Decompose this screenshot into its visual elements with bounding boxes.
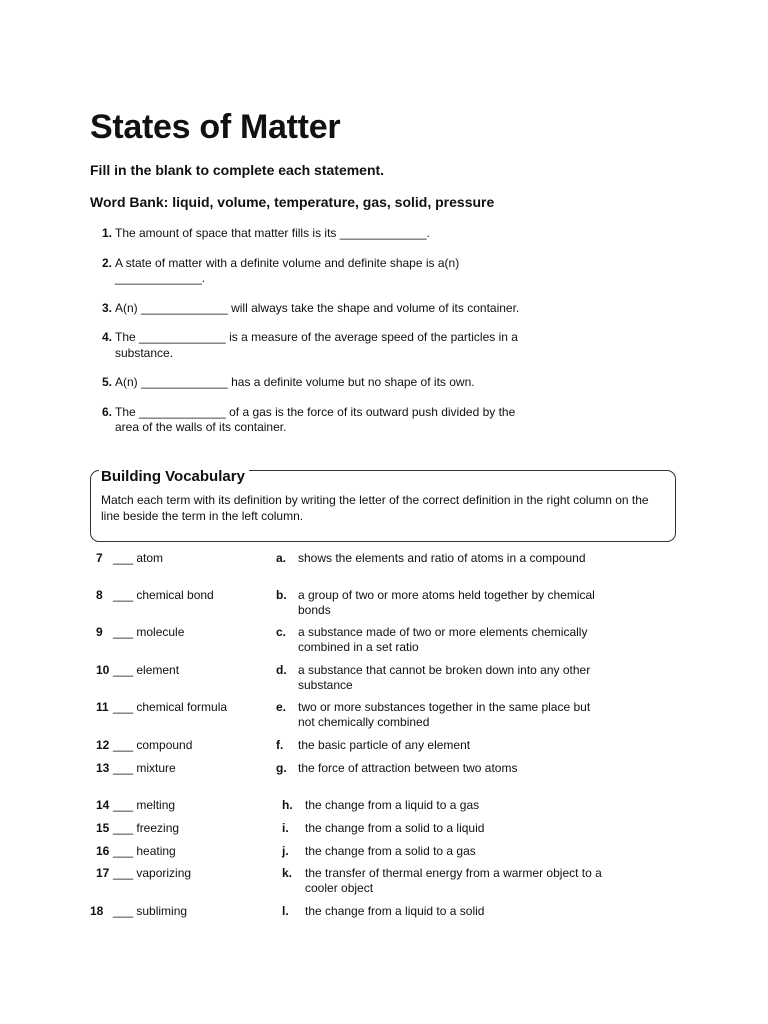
question-6 <box>90 405 560 436</box>
question-number: 3. <box>101 300 112 315</box>
definition-letter: b. <box>276 588 287 602</box>
definition: the transfer of thermal energy from a warmer object to a cooler object <box>305 866 602 895</box>
instructions: Fill in the blank to complete each statement. <box>90 162 385 178</box>
question-2 <box>90 256 560 287</box>
question-4 <box>90 330 560 361</box>
term-number: 9 <box>96 625 103 639</box>
vocabulary-box <box>90 470 676 542</box>
definition-letter: f. <box>276 738 284 752</box>
definition: a substance that cannot be broken down into any other substance <box>298 663 591 692</box>
term: ___ compound <box>113 738 193 752</box>
definition: the change from a liquid to a gas <box>305 798 480 812</box>
question-number: 5. <box>101 375 112 389</box>
definition-letter: j. <box>282 844 289 858</box>
question-text: The _____________ of a gas is the force of its outward push divided by the area of the walls of its container. <box>115 404 516 434</box>
question-number: 6. <box>101 404 112 419</box>
term-number: 10 <box>96 663 110 677</box>
term-number: 7 <box>96 551 103 565</box>
term-number: 8 <box>96 588 103 602</box>
definition: two or more substances together in the same place but not chemically combined <box>298 700 591 729</box>
definition-letter: e. <box>276 700 287 714</box>
question-number: 1. <box>101 226 112 240</box>
question-text: The amount of space that matter fills is its _____________. <box>115 226 430 240</box>
vocabulary-description: Match each term with its definition by writing the letter of the correct definition in the right column on the line beside the term in the left column. <box>101 493 649 523</box>
question-text: The _____________ is a measure of the average speed of the particles in a substance. <box>115 330 518 360</box>
term-number: 13 <box>96 761 110 775</box>
term-number: 18 <box>90 904 104 918</box>
question-text: A(n) _____________ will always take the shape and volume of its container. <box>115 300 520 315</box>
term-number: 16 <box>96 844 110 858</box>
question-3 <box>90 301 560 317</box>
term-number: 11 <box>96 700 109 714</box>
term: ___ mixture <box>113 761 176 775</box>
term: ___ freezing <box>113 821 180 835</box>
definition: shows the elements and ratio of atoms in a compound <box>298 551 586 565</box>
word-bank: Word Bank: liquid, volume, temperature, gas, solid, pressure <box>90 194 495 210</box>
definition-letter: i. <box>282 821 289 835</box>
question-text: A state of matter with a definite volume and definite shape is a(n) _____________. <box>115 255 460 285</box>
page-title: States of Matter <box>90 108 341 146</box>
question-5 <box>90 375 560 391</box>
term: ___ melting <box>113 798 176 812</box>
term: ___ molecule <box>113 625 185 639</box>
fill-in-questions <box>90 226 560 436</box>
question-number: 4. <box>101 330 112 344</box>
definition-letter: h. <box>282 798 293 812</box>
term: ___ chemical bond <box>113 588 214 602</box>
term-number: 15 <box>96 821 110 835</box>
definition: the basic particle of any element <box>298 738 471 752</box>
term: ___ element <box>113 663 180 677</box>
definition-letter: d. <box>276 663 287 677</box>
definition: a substance made of two or more elements chemically combined in a set ratio <box>298 625 588 654</box>
term-number: 12 <box>96 738 110 752</box>
definition: a group of two or more atoms held together by chemical bonds <box>298 588 595 617</box>
vocabulary-title: Building Vocabulary <box>99 468 249 485</box>
question-number: 2. <box>101 255 112 270</box>
definition-letter: l. <box>282 904 289 918</box>
definition-letter: k. <box>282 866 293 880</box>
term: ___ subliming <box>113 904 188 918</box>
term-number: 17 <box>96 866 110 880</box>
term: ___ chemical formula <box>113 700 228 714</box>
definition: the change from a solid to a gas <box>305 844 476 858</box>
term-number: 14 <box>96 798 110 812</box>
definition-letter: g. <box>276 761 287 775</box>
term: ___ heating <box>113 844 176 858</box>
question-text: A(n) _____________ has a definite volume but no shape of its own. <box>115 375 475 389</box>
definition-letter: a. <box>276 551 287 565</box>
definition: the force of attraction between two atoms <box>298 761 518 775</box>
definition: the change from a solid to a liquid <box>305 821 485 835</box>
definition-letter: c. <box>276 625 287 639</box>
term: ___ atom <box>113 551 164 565</box>
question-1 <box>90 226 560 242</box>
term: ___ vaporizing <box>113 866 192 880</box>
definition: the change from a liquid to a solid <box>305 904 485 918</box>
